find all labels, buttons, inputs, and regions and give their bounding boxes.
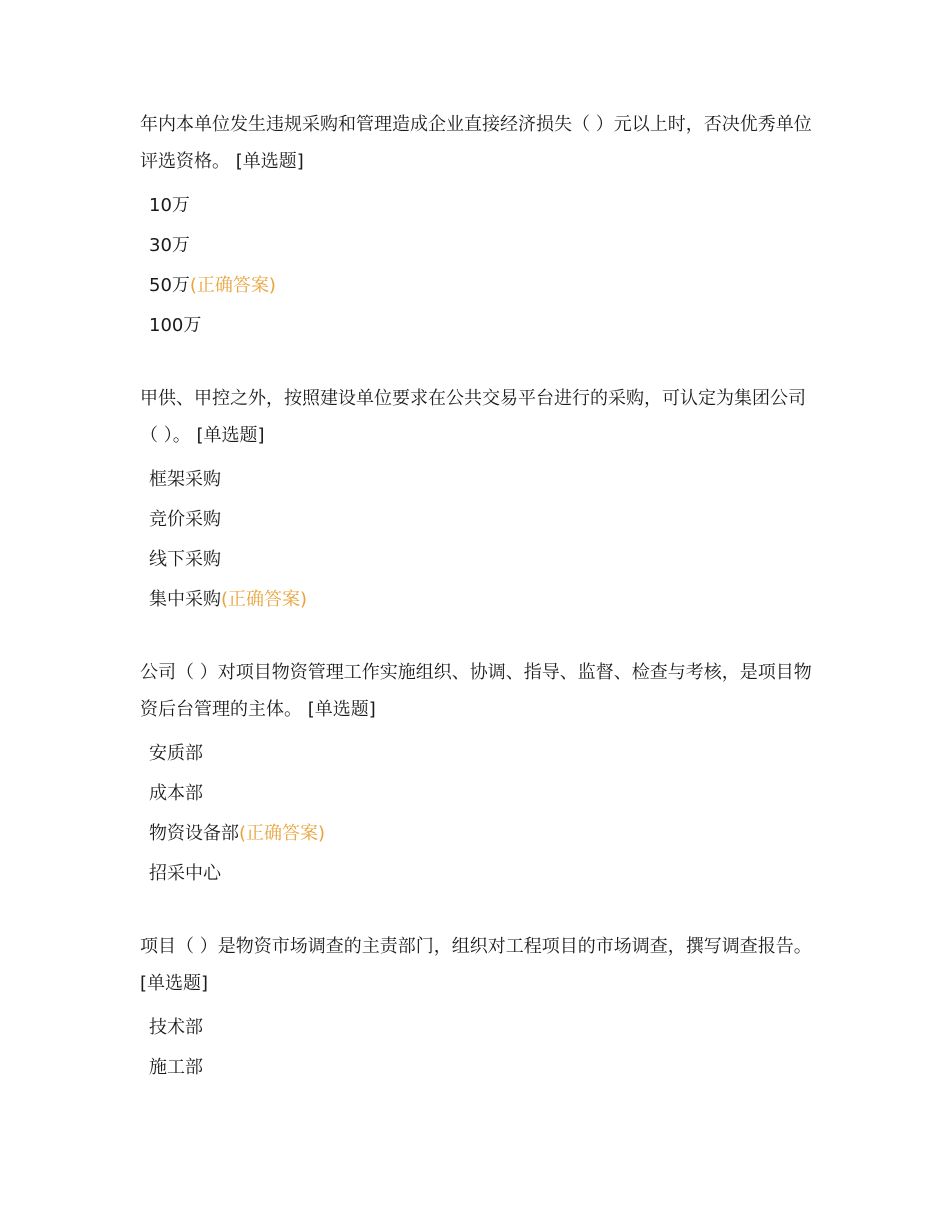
correct-answer-tag: (正确答案) [221,589,308,610]
option-item [140,734,820,774]
option-text: 50万 [149,275,190,296]
option-text: 竞价采购 [149,509,221,530]
option-item [140,540,820,580]
option-item [140,306,820,346]
option-item [140,774,820,814]
option-item [140,814,820,854]
option-item [140,1048,820,1088]
option-item [140,854,820,894]
question-stem: 公司（ ）对项目物资管理工作实施组织、协调、指导、监督、检查与考核，是项目物资后台管理的主体。 [单选题] [140,662,812,720]
quiz-document [140,106,820,1122]
option-text: 框架采购 [149,469,221,490]
question-stem: 项目（ ）是物资市场调查的主责部门，组织对工程项目的市场调查，撰写调查报告。 [单选题] [140,936,812,994]
option-text: 物资设备部 [149,823,239,844]
question-stem: 甲供、甲控之外，按照建设单位要求在公共交易平台进行的采购，可认定为集团公司（ ）。 [单选题] [140,388,806,446]
option-item [140,1008,820,1048]
option-text: 成本部 [149,783,203,804]
correct-answer-tag: (正确答案) [239,823,326,844]
option-item [140,500,820,540]
option-list [140,460,820,620]
option-list [140,734,820,894]
option-text: 招采中心 [149,863,221,884]
option-item [140,580,820,620]
option-item [140,226,820,266]
option-text: 集中采购 [149,589,221,610]
option-text: 技术部 [149,1017,203,1038]
option-item [140,266,820,306]
option-text: 安质部 [149,743,203,764]
question-1 [140,106,820,346]
question-stem: 年内本单位发生违规采购和管理造成企业直接经济损失（ ）元以上时，否决优秀单位评选资格。 [单选题] [140,114,812,172]
option-text: 线下采购 [149,549,221,570]
question-4 [140,928,820,1088]
option-list [140,1008,820,1088]
option-item [140,460,820,500]
question-3 [140,654,820,894]
option-text: 30万 [149,235,190,256]
correct-answer-tag: (正确答案) [189,275,276,296]
option-item [140,186,820,226]
option-text: 施工部 [149,1057,203,1078]
option-text: 100万 [149,315,202,336]
question-2 [140,380,820,620]
option-text: 10万 [149,195,190,216]
option-list [140,186,820,346]
